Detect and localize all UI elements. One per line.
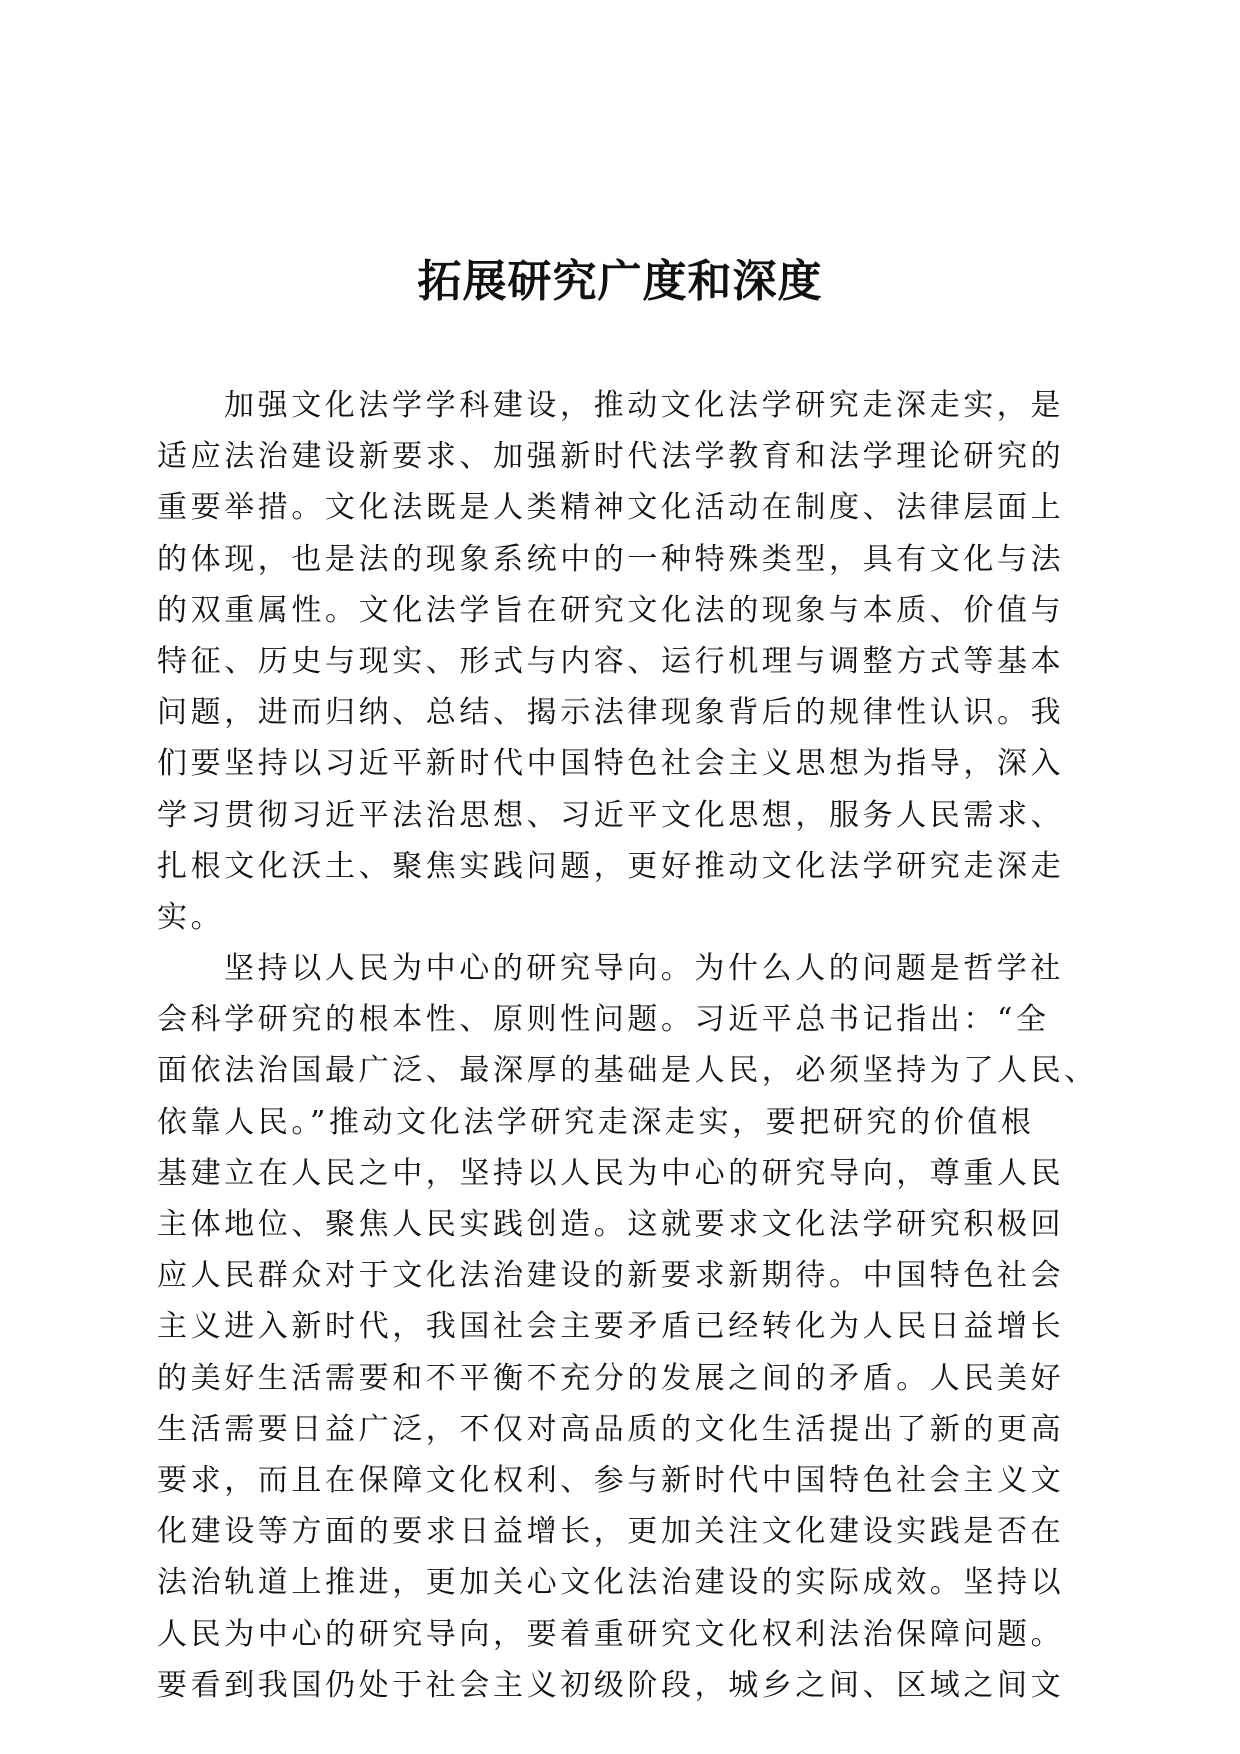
paragraph-line: 主义进入新时代，我国社会主要矛盾已经转化为人民日益增长 [157,1309,1065,1345]
article-body [157,380,1098,1711]
paragraph-line: 扎根文化沃土、聚焦实践问题，更好推动文化法学研究走深走 [157,848,1065,884]
paragraph-line: 的美好生活需要和不平衡不充分的发展之间的矛盾。人民美好 [157,1360,1065,1396]
paragraph-line: 学习贯彻习近平法治思想、习近平文化思想，服务人民需求、 [157,797,1065,833]
paragraph-line: 们要坚持以习近平新时代中国特色社会主义思想为指导，深入 [157,746,1065,782]
paragraph-line: 化建设等方面的要求日益增长，更加关注文化建设实践是否在 [157,1514,1065,1550]
paragraph-line: 生活需要日益广泛，不仅对高品质的文化生活提出了新的更高 [157,1411,1065,1447]
paragraph-line: 面依法治国最广泛、最深厚的基础是人民，必须坚持为了人民、 [157,1053,1098,1089]
paragraph-line: 坚持以人民为中心的研究导向。为什么人的问题是哲学社 [224,951,1064,987]
paragraph-line: 法治轨道上推进，更加关心文化法治建设的实际成效。坚持以 [157,1565,1065,1601]
paragraph-line: 基建立在人民之中，坚持以人民为中心的研究导向，尊重人民 [157,1155,1065,1191]
paragraph-line: 会科学研究的根本性、原则性问题。习近平总书记指出：“全 [157,1002,1050,1038]
paragraph-line: 问题，进而归纳、总结、揭示法律现象背后的规律性认识。我 [157,695,1065,731]
paragraph-line: 特征、历史与现实、形式与内容、运行机理与调整方式等基本 [157,643,1065,679]
paragraph-line: 加强文化法学学科建设，推动文化法学研究走深走实，是 [224,388,1064,423]
paragraph-line: 主体地位、聚焦人民实践创造。这就要求文化法学研究积极回 [157,1207,1065,1242]
paragraph-line: 实。 [157,899,225,935]
paragraph-line: 要求，而且在保障文化权利、参与新时代中国特色社会主义文 [157,1462,1065,1498]
page-title: 拓展研究广度和深度 [417,256,823,307]
paragraph-line: 的双重属性。文化法学旨在研究文化法的现象与本质、价值与 [157,592,1065,628]
paragraph-line: 适应法治建设新要求、加强新时代法学教育和法学理论研究的 [157,439,1065,475]
paragraph-line: 应人民群众对于文化法治建设的新要求新期待。中国特色社会 [157,1258,1065,1294]
paragraph-line: 的体现，也是法的现象系统中的一种特殊类型，具有文化与法 [157,541,1065,577]
paragraph-line: 依靠人民。”推动文化法学研究走深走实，要把研究的价值根 [157,1104,1035,1140]
paragraph-line: 人民为中心的研究导向，要着重研究文化权利法治保障问题。 [157,1616,1065,1652]
paragraph-line: 要看到我国仍处于社会主义初级阶段，城乡之间、区域之间文 [157,1667,1065,1703]
paragraph-line: 重要举措。文化法既是人类精神文化活动在制度、法律层面上 [157,490,1065,526]
